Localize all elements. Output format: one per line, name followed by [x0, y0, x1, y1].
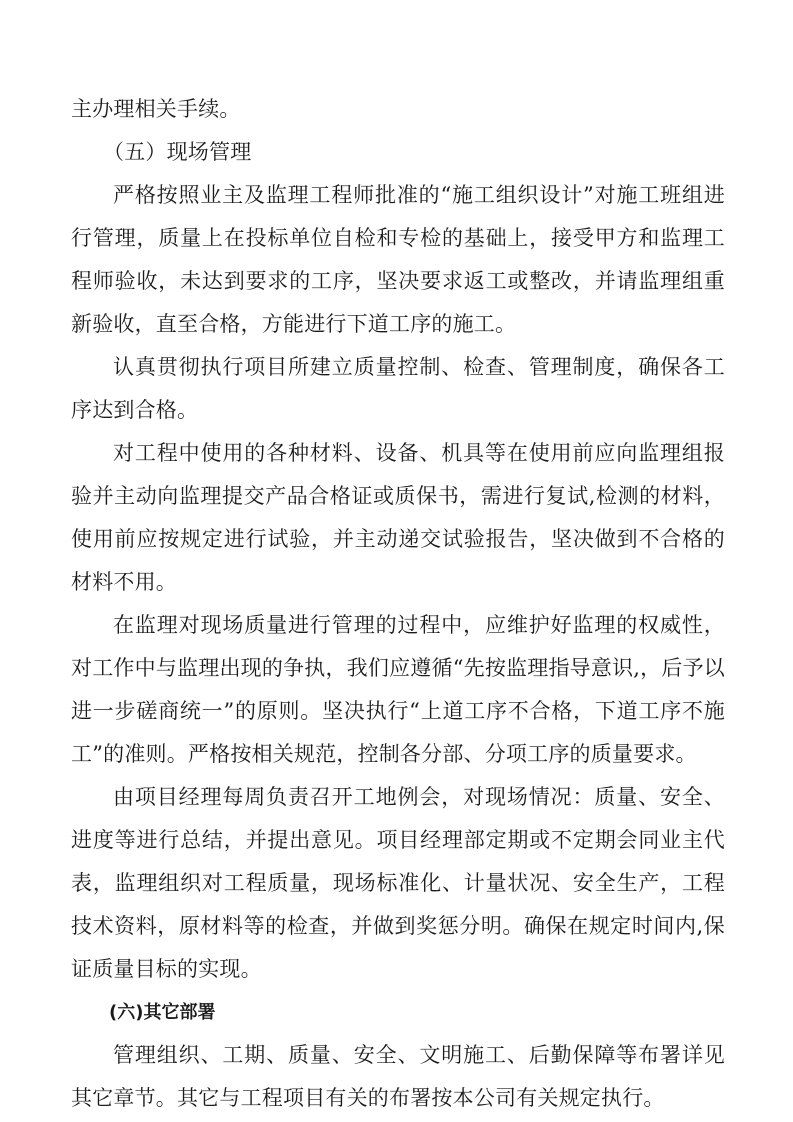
- paragraph-materials-inspection: 对工程中使用的各种材料、设备、机具等在使用前应向监理组报验并主动向监理提交产品合格证或质保书，需进行复试,检测的材料，使用前应按规定进行试验，并主动递交试验报告，坚决做到不合格的材料不用。: [71, 441, 725, 594]
- paragraph-weekly-site-meeting: 由项目经理每周负责召开工地例会，对现场情况：质量、安全、进度等进行总结，并提出意见。项目经理部定期或不定期会同业主代表，监理组织对工程质量，现场标准化、计量状况、安全生产，工程技术资料，原材料等的检查，并做到奖惩分明。确保在规定时间内,保证质量目标的实现。: [71, 785, 725, 981]
- paragraph-other-arrangements: 管理组织、工期、质量、安全、文明施工、后勤保障等布署详见其它章节。其它与工程项目有关的布署按本公司有关规定执行。: [71, 1043, 725, 1110]
- document-text-body: [71, 88, 725, 1120]
- section-heading-six: (六)其它部署: [109, 1002, 216, 1023]
- paragraph-supervision-authority: 在监理对现场质量进行管理的过程中，应维护好监理的权威性，对工作中与监理出现的争执，我们应遵循“先按监理指导意识,，后予以进一步磋商统一”的原则。坚决执行“上道工序不合格，下道工序不施工”的准则。严格按相关规范，控制各分部、分项工序的质量要求。: [71, 613, 725, 766]
- continued-paragraph: 主办理相关手续。: [71, 97, 241, 121]
- section-heading-five: （五）现场管理: [103, 140, 252, 164]
- paragraph-site-management-standards: 严格按照业主及监理工程师批准的“施工组织设计”对施工班组进行管理，质量上在投标单位自检和专检的基础上，接受甲方和监理工程师验收，未达到要求的工序，坚决要求返工或整改，并请监理组重新验收，直至合格，方能进行下道工序的施工。: [71, 183, 725, 336]
- paragraph-quality-control-system: 认真贯彻执行项目所建立质量控制、检查、管理制度，确保各工序达到合格。: [71, 355, 725, 422]
